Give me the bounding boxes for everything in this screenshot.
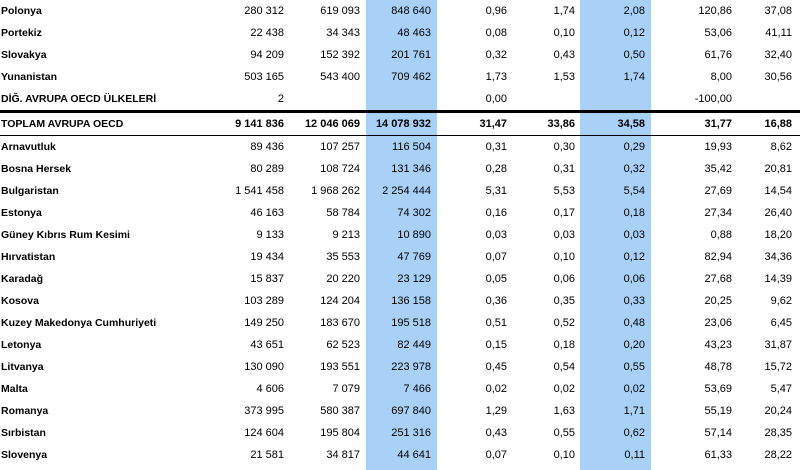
cell-col-2: 580 387: [320, 405, 360, 417]
cell-col-6: 0,11: [624, 449, 645, 461]
cell-col-7: 31,77: [651, 112, 738, 136]
cell-col-7: 61,76: [704, 49, 732, 61]
cell-col-1: 21 581: [250, 449, 284, 461]
cell-col-2: 1 968 262: [311, 185, 360, 197]
cell-col-4: 0,00: [485, 93, 507, 105]
table-row: [0, 246, 800, 268]
cell-col-8: 15,72: [764, 361, 792, 373]
row-label: Karadağ: [1, 273, 44, 285]
cell-col-5: 0,18: [553, 339, 575, 351]
cell-col-6: 0,55: [623, 361, 645, 373]
table-row: [0, 268, 800, 290]
table-row: [0, 422, 800, 444]
cell-col-8: 32,40: [764, 49, 792, 61]
cell-col-5: 5,53: [553, 185, 575, 197]
row-label: Portekiz: [1, 27, 42, 39]
table-row: [0, 22, 800, 44]
cell-col-7: 35,42: [704, 163, 732, 175]
table-row: [0, 202, 800, 224]
cell-col-2: 124 204: [320, 295, 360, 307]
row-label: Estonya: [1, 207, 42, 219]
cell-col-5: 0,03: [553, 229, 575, 241]
cell-col-1: 80 289: [250, 163, 284, 175]
table-row: [0, 158, 800, 180]
cell-col-8: 34,36: [764, 251, 792, 263]
cell-col-8: 9,62: [770, 295, 792, 307]
row-label: Slovenya: [1, 449, 48, 461]
cell-col-4: 0,02: [485, 383, 507, 395]
cell-col-1: 19 434: [250, 251, 284, 263]
cell-col-6: 2,08: [623, 5, 645, 17]
cell-col-4: 0,08: [485, 27, 507, 39]
cell-col-6: 0,48: [623, 317, 645, 329]
cell-col-7: -100,00: [694, 93, 732, 105]
table-row: [0, 136, 800, 159]
cell-col-5: 0,31: [553, 163, 575, 175]
table-row: [0, 66, 800, 88]
table-row: [0, 312, 800, 334]
cell-col-7: 48,78: [704, 361, 732, 373]
cell-col-2: 34 817: [326, 449, 360, 461]
cell-col-8: 16,88: [738, 112, 800, 136]
cell-col-8: 26,40: [764, 207, 792, 219]
cell-col-6: 0,32: [623, 163, 645, 175]
cell-col-3: 848 640: [391, 5, 431, 17]
cell-col-7: 53,69: [704, 383, 732, 395]
cell-col-8: 37,08: [764, 5, 792, 17]
cell-col-6: 0,03: [623, 229, 645, 241]
cell-col-2: 12 046 069: [290, 112, 366, 136]
row-label: Kosova: [1, 295, 39, 307]
cell-col-3: [366, 88, 437, 112]
cell-col-1: 4 606: [256, 383, 284, 395]
cell-col-8: 28,35: [764, 427, 792, 439]
cell-col-3: 697 840: [391, 405, 431, 417]
cell-col-4: 1,29: [485, 405, 507, 417]
row-label: Hırvatistan: [1, 251, 56, 263]
cell-col-6: [580, 88, 651, 112]
row-label: Kuzey Makedonya Cumhuriyeti: [1, 317, 157, 329]
cell-col-5: 1,53: [553, 71, 575, 83]
cell-col-5: 0,43: [553, 49, 575, 61]
cell-col-8: 6,45: [770, 317, 792, 329]
cell-col-7: 8,00: [710, 71, 732, 83]
cell-col-7: 27,34: [704, 207, 732, 219]
cell-col-1: 43 651: [250, 339, 284, 351]
table-row: [0, 88, 800, 112]
cell-col-7: 27,68: [704, 273, 732, 285]
cell-col-6: 0,50: [623, 49, 645, 61]
cell-col-2: 152 392: [320, 49, 360, 61]
cell-col-5: 0,10: [553, 251, 575, 263]
cell-col-5: 0,30: [553, 141, 575, 153]
table-row: [0, 334, 800, 356]
cell-col-4: 0,15: [485, 339, 507, 351]
cell-col-2: 7 079: [332, 383, 360, 395]
cell-col-1: 2: [277, 93, 284, 105]
cell-col-3: 48 463: [397, 27, 431, 39]
cell-col-7: 61,33: [704, 449, 732, 461]
cell-col-6: 1,71: [623, 405, 645, 417]
cell-col-4: 0,96: [485, 5, 507, 17]
cell-col-8: 8,62: [770, 141, 792, 153]
row-label: DİĞ. AVRUPA OECD ÜLKELERİ: [1, 93, 157, 105]
cell-col-4: 0,31: [485, 141, 507, 153]
cell-col-4: 0,36: [485, 295, 507, 307]
row-label: Romanya: [1, 405, 49, 417]
cell-col-3: 10 890: [397, 229, 431, 241]
cell-col-3: 709 462: [391, 71, 431, 83]
cell-col-1: 373 995: [244, 405, 284, 417]
cell-col-8: 5,47: [770, 383, 792, 395]
table-row: [0, 290, 800, 312]
cell-col-2: 193 551: [320, 361, 360, 373]
cell-col-4: 0,07: [485, 449, 507, 461]
row-label: Letonya: [1, 339, 42, 351]
cell-col-4: 0,43: [485, 427, 507, 439]
row-label: Sırbistan: [1, 427, 46, 439]
cell-col-3: 136 158: [391, 295, 431, 307]
cell-col-1: 124 604: [244, 427, 284, 439]
table-row: [0, 444, 800, 466]
cell-col-2: [290, 88, 366, 112]
cell-col-1: 15 837: [250, 273, 284, 285]
cell-col-8: 20,81: [764, 163, 792, 175]
cell-col-2: 35 553: [326, 251, 360, 263]
cell-col-5: 0,35: [553, 295, 575, 307]
cell-col-7: 43,23: [704, 339, 732, 351]
cell-col-2: 34 343: [326, 27, 360, 39]
cell-col-3: 131 346: [391, 163, 431, 175]
cell-col-5: 1,63: [553, 405, 575, 417]
cell-col-5: 0,54: [553, 361, 575, 373]
cell-col-7: 19,93: [704, 141, 732, 153]
cell-col-6: 5,54: [623, 185, 645, 197]
cell-col-2: 183 670: [320, 317, 360, 329]
table-row: [0, 378, 800, 400]
cell-col-4: 5,31: [485, 185, 507, 197]
cell-col-5: 0,10: [553, 449, 575, 461]
cell-col-8: 28,22: [764, 449, 792, 461]
cell-col-6: 0,06: [623, 273, 645, 285]
cell-col-3: 195 518: [391, 317, 431, 329]
table-row: [0, 180, 800, 202]
cell-col-3: 201 761: [391, 49, 431, 61]
cell-col-7: 0,88: [710, 229, 732, 241]
cell-col-6: 0,62: [623, 427, 645, 439]
row-label: Yunanistan: [1, 71, 58, 83]
cell-col-8: 14,39: [764, 273, 792, 285]
cell-col-3: 82 449: [397, 339, 431, 351]
cell-col-6: 0,18: [623, 207, 645, 219]
cell-col-8: 14,54: [764, 185, 792, 197]
cell-col-6: 0,12: [623, 251, 645, 263]
cell-col-3: 7 466: [403, 383, 431, 395]
cell-col-1: 280 312: [244, 5, 284, 17]
cell-col-5: 0,55: [553, 427, 575, 439]
cell-col-3: 223 978: [391, 361, 431, 373]
cell-col-7: 20,25: [704, 295, 732, 307]
cell-col-3: 251 316: [391, 427, 431, 439]
cell-col-8: 30,56: [764, 71, 792, 83]
cell-col-4: 0,45: [485, 361, 507, 373]
cell-col-8: 41,11: [765, 27, 792, 39]
cell-col-8: 31,87: [764, 339, 792, 351]
cell-col-5: 33,86: [513, 112, 580, 136]
cell-col-1: 103 289: [244, 295, 284, 307]
cell-col-2: 20 220: [326, 273, 360, 285]
cell-col-7: 23,06: [704, 317, 732, 329]
cell-col-2: 543 400: [320, 71, 360, 83]
row-label: Litvanya: [1, 361, 44, 373]
cell-col-6: 0,29: [623, 141, 645, 153]
cell-col-1: 22 438: [250, 27, 284, 39]
cell-col-2: 619 093: [320, 5, 360, 17]
cell-col-3: 74 302: [397, 207, 431, 219]
cell-col-7: 27,69: [704, 185, 732, 197]
cell-col-4: 0,16: [485, 207, 507, 219]
row-label: Malta: [1, 383, 28, 395]
cell-col-1: 149 250: [244, 317, 284, 329]
cell-col-4: 0,05: [485, 273, 507, 285]
row-label: Arnavutluk: [1, 141, 56, 153]
cell-col-6: 34,58: [580, 112, 651, 136]
cell-col-1: 89 436: [250, 141, 284, 153]
cell-col-7: 82,94: [704, 251, 732, 263]
cell-col-6: 0,20: [623, 339, 645, 351]
cell-col-4: 0,32: [485, 49, 507, 61]
cell-col-3: 116 504: [392, 141, 431, 153]
cell-col-8: [738, 88, 800, 112]
cell-col-3: 44 641: [397, 449, 431, 461]
cell-col-4: 0,07: [485, 251, 507, 263]
row-label: Bulgaristan: [1, 185, 59, 197]
row-label: TOPLAM AVRUPA OECD: [0, 112, 205, 136]
cell-col-5: 0,02: [553, 383, 575, 395]
row-label: Polonya: [1, 5, 42, 17]
cell-col-1: 46 163: [250, 207, 284, 219]
cell-col-2: 108 724: [320, 163, 360, 175]
cell-col-4: 31,47: [437, 112, 513, 136]
cell-col-1: 9 141 836: [205, 112, 290, 136]
cell-col-7: 53,06: [704, 27, 732, 39]
cell-col-6: 1,74: [623, 71, 645, 83]
cell-col-3: 2 254 444: [382, 185, 431, 197]
cell-col-2: 107 257: [320, 141, 360, 153]
cell-col-5: 0,52: [553, 317, 575, 329]
cell-col-3: 23 129: [397, 273, 431, 285]
cell-col-4: 0,03: [485, 229, 507, 241]
table-row: [0, 44, 800, 66]
cell-col-1: 130 090: [244, 361, 284, 373]
cell-col-1: 503 165: [244, 71, 284, 83]
cell-col-5: [513, 88, 580, 112]
cell-col-2: 9 213: [332, 229, 360, 241]
table-row: [0, 0, 800, 22]
cell-col-7: 120,86: [698, 5, 732, 17]
cell-col-3: 14 078 932: [366, 112, 437, 136]
cell-col-5: 0,10: [553, 27, 575, 39]
row-label: Slovakya: [1, 49, 47, 61]
cell-col-7: 55,19: [704, 405, 732, 417]
cell-col-1: 1 541 458: [235, 185, 284, 197]
table-row: [0, 356, 800, 378]
table-row: [0, 400, 800, 422]
cell-col-7: 57,14: [704, 427, 732, 439]
cell-col-4: 0,51: [485, 317, 507, 329]
row-label: Güney Kıbrıs Rum Kesimi: [1, 229, 130, 241]
cell-col-4: 0,28: [485, 163, 507, 175]
cell-col-8: 20,24: [764, 405, 792, 417]
cell-col-5: 0,17: [553, 207, 575, 219]
cell-col-5: 0,06: [553, 273, 575, 285]
cell-col-2: 58 784: [326, 207, 360, 219]
cell-col-4: 1,73: [485, 71, 507, 83]
cell-col-2: 62 523: [326, 339, 360, 351]
cell-col-6: 0,12: [623, 27, 645, 39]
row-label: Bosna Hersek: [1, 163, 72, 175]
total-row: [0, 112, 800, 136]
cell-col-6: 0,33: [623, 295, 645, 307]
cell-col-8: 18,20: [764, 229, 792, 241]
cell-col-1: 94 209: [250, 49, 284, 61]
table-row: [0, 224, 800, 246]
cell-col-2: 195 804: [320, 427, 360, 439]
cell-col-1: 9 133: [256, 229, 284, 241]
cell-col-6: 0,02: [623, 383, 645, 395]
cell-col-3: 47 769: [397, 251, 431, 263]
cell-col-5: 1,74: [553, 5, 575, 17]
